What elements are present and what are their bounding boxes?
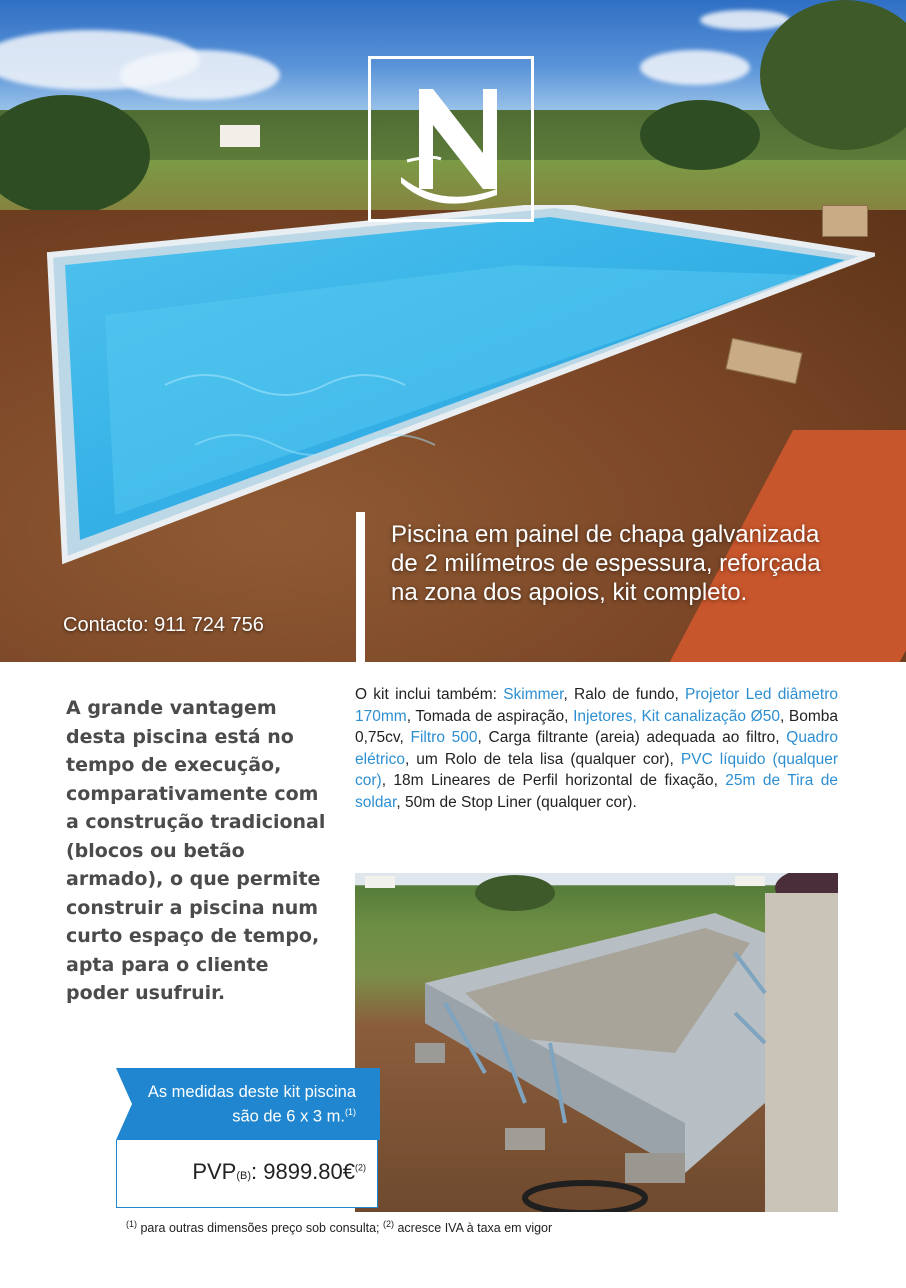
- footnotes: [126, 1219, 552, 1235]
- kit-text: , Carga filtrante (areia) adequada ao filtro,: [477, 729, 787, 746]
- pvp-label: PVP: [192, 1159, 237, 1184]
- kit-description: [355, 684, 838, 813]
- footnote-marker: (1): [126, 1219, 137, 1229]
- price-value: [140, 1159, 366, 1185]
- kit-text: , Ralo de fundo,: [563, 686, 686, 703]
- kit-highlight: PVC líquido (qualquer cor): [355, 750, 838, 789]
- kit-highlight: 25m de Tira de soldar: [355, 772, 838, 811]
- kit-highlight: Filtro 500: [410, 729, 478, 746]
- footnote-marker: (1): [345, 1107, 356, 1117]
- kit-text: , um Rolo de tela lisa (qualquer cor),: [404, 750, 681, 768]
- kit-text: , Tomada de aspiração,: [406, 707, 574, 725]
- kit-highlight: Skimmer: [503, 686, 564, 703]
- kit-highlight: Injetores, Kit canalização Ø50: [573, 707, 780, 725]
- kit-dimensions: [136, 1082, 356, 1127]
- footnote-marker: (2): [355, 1162, 366, 1173]
- contact-phone: Contacto: 911 724 756: [63, 614, 264, 636]
- kit-dimensions-text: As medidas deste kit piscina são de 6 x 3 m.: [147, 1083, 356, 1126]
- pvp-subscript: (B): [236, 1170, 252, 1182]
- kit-text: , 18m Lineares de Perfil horizontal de fixação,: [381, 772, 726, 789]
- hero-caption: Piscina em painel de chapa galvanizada de 2 milímetros de espessura, reforçada na zona dos apoios, kit completo.: [391, 521, 821, 606]
- price-amount: : 9899.80€: [251, 1159, 355, 1184]
- caption-accent-bar: [356, 512, 365, 662]
- footnote-text: acresce IVA à taxa em vigor: [393, 1221, 553, 1236]
- construction-photo: [355, 873, 838, 1212]
- nl-monogram-logo-icon: [371, 59, 531, 219]
- footnote-marker: (2): [382, 1219, 394, 1229]
- footnote-text: para outras dimensões preço sob consulta;: [137, 1221, 383, 1236]
- kit-highlight: Projetor Led diâmetro 170mm: [355, 686, 838, 725]
- kit-text: , Bomba 0,75cv,: [355, 707, 838, 746]
- kit-highlight: Quadro elétrico: [355, 729, 838, 768]
- kit-text: , 50m de Stop Liner (qualquer cor).: [396, 793, 637, 811]
- price-card-notch: [116, 1068, 132, 1140]
- lead-paragraph: A grande vantagem desta piscina está no tempo de execução, comparativamente com a construção tradicional (blocos ou betão armado), o que permite construir a piscina num curto espaço de tempo, apta para o cliente poder usufruir.: [66, 697, 326, 1004]
- brand-logo: [368, 56, 534, 222]
- kit-text: O kit inclui também:: [355, 686, 504, 703]
